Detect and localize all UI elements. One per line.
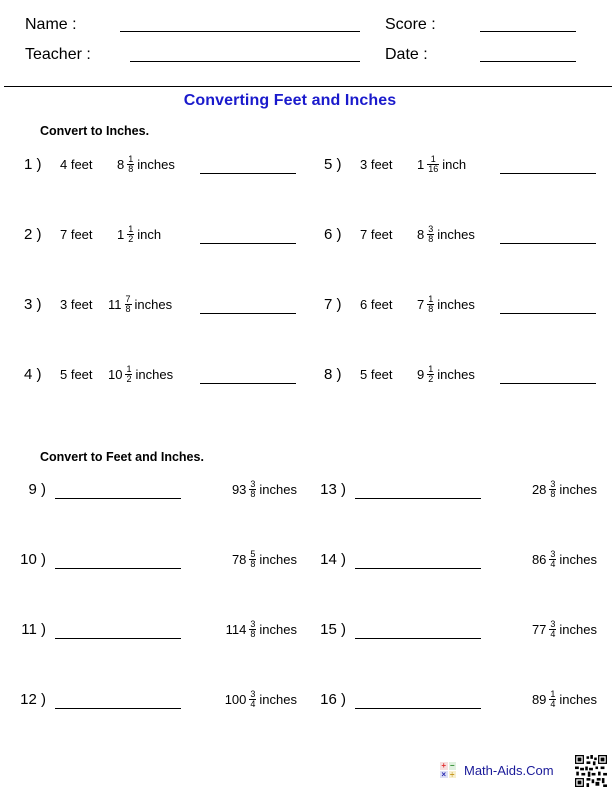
numerator: 3 bbox=[250, 688, 256, 699]
denominator: 8 bbox=[550, 488, 556, 499]
inches-value: 100 $\frac{3}{4}$ inches bbox=[224, 688, 297, 709]
problem-number: 14 ) bbox=[320, 550, 346, 568]
denominator: 8 bbox=[428, 303, 434, 314]
answer-line[interactable] bbox=[355, 498, 481, 499]
numerator: 1 bbox=[428, 293, 434, 304]
answer-line[interactable] bbox=[500, 383, 596, 384]
inches-value: 11 $\frac{7}{8}$ inches bbox=[108, 293, 173, 314]
inches-value: 89 $\frac{1}{4}$ inches bbox=[531, 688, 597, 709]
answer-line[interactable] bbox=[200, 173, 296, 174]
problem-number: 10 ) bbox=[20, 550, 46, 568]
numerator: 3 bbox=[428, 223, 434, 234]
feet-value: 3 feet bbox=[360, 156, 393, 172]
answer-line[interactable] bbox=[200, 383, 296, 384]
feet-value: 3 feet bbox=[60, 296, 93, 312]
denominator: 8 bbox=[125, 303, 131, 314]
feet-value: 7 feet bbox=[60, 226, 93, 242]
fraction bbox=[249, 480, 256, 499]
problem-number: 6 ) bbox=[324, 225, 342, 243]
denominator: 8 bbox=[428, 233, 434, 244]
numerator: 1 bbox=[126, 363, 132, 374]
problem-number: 1 ) bbox=[24, 155, 42, 173]
inches-value: 10 $\frac{1}{2}$ inches bbox=[108, 363, 174, 384]
denominator: 4 bbox=[550, 558, 556, 569]
numerator: 3 bbox=[550, 478, 556, 489]
problem-number: 8 ) bbox=[324, 365, 342, 383]
problem-number: 15 ) bbox=[320, 620, 346, 638]
answer-line[interactable] bbox=[55, 568, 181, 569]
answer-line[interactable] bbox=[355, 708, 481, 709]
answer-line[interactable] bbox=[200, 313, 296, 314]
problem-number: 2 ) bbox=[24, 225, 42, 243]
answer-line[interactable] bbox=[55, 638, 181, 639]
fraction bbox=[549, 480, 556, 499]
fraction bbox=[427, 155, 439, 174]
denominator: 8 bbox=[128, 163, 134, 174]
inches-value: 78 $\frac{5}{8}$ inches bbox=[231, 548, 297, 569]
inches-value: 114 $\frac{3}{8}$ inches bbox=[225, 618, 297, 639]
denominator: 2 bbox=[428, 373, 434, 384]
answer-line[interactable] bbox=[500, 313, 596, 314]
problem-number: 9 ) bbox=[28, 480, 46, 498]
numerator: 7 bbox=[125, 293, 131, 304]
inches-value: 86 $\frac{3}{4}$ inches bbox=[531, 548, 597, 569]
date-label: Date : bbox=[385, 46, 428, 63]
fraction bbox=[127, 225, 134, 244]
numerator: 3 bbox=[250, 618, 256, 629]
answer-line[interactable] bbox=[500, 173, 596, 174]
numerator: 3 bbox=[250, 478, 256, 489]
problem-number: 7 ) bbox=[324, 295, 342, 313]
fraction bbox=[249, 620, 256, 639]
numerator: 5 bbox=[250, 548, 256, 559]
answer-line[interactable] bbox=[55, 498, 181, 499]
denominator: 4 bbox=[250, 698, 256, 709]
feet-value: 4 feet bbox=[60, 156, 93, 172]
teacher-field-line[interactable] bbox=[130, 61, 360, 62]
minus-symbol: − bbox=[449, 761, 455, 770]
answer-line[interactable] bbox=[500, 243, 596, 244]
numerator: 1 bbox=[428, 363, 434, 374]
fraction bbox=[549, 550, 556, 569]
problem-number: 5 ) bbox=[324, 155, 342, 173]
problem-number: 12 ) bbox=[20, 690, 46, 708]
numerator: 3 bbox=[550, 618, 556, 629]
problem-number: 13 ) bbox=[320, 480, 346, 498]
answer-line[interactable] bbox=[55, 708, 181, 709]
feet-value: 7 feet bbox=[360, 226, 393, 242]
feet-value: 5 feet bbox=[360, 366, 393, 382]
inches-value: 8 $\frac{1}{8}$ inches bbox=[117, 153, 175, 174]
feet-value: 6 feet bbox=[360, 296, 393, 312]
numerator: 1 bbox=[550, 688, 556, 699]
fraction bbox=[249, 690, 256, 709]
problem-number: 3 ) bbox=[24, 295, 42, 313]
inches-value: 7 $\frac{1}{8}$ inches bbox=[417, 293, 475, 314]
inches-value: 28 $\frac{3}{8}$ inches bbox=[531, 478, 597, 499]
fraction bbox=[427, 225, 434, 244]
times-symbol: × bbox=[441, 769, 447, 779]
numerator: 1 bbox=[128, 153, 134, 164]
denominator: 16 bbox=[428, 163, 439, 174]
problem-number: 4 ) bbox=[24, 365, 42, 383]
section1-heading: Convert to Inches. bbox=[40, 124, 150, 138]
fraction bbox=[427, 295, 434, 314]
score-field-line[interactable] bbox=[480, 31, 576, 32]
answer-line[interactable] bbox=[200, 243, 296, 244]
name-label: Name : bbox=[25, 16, 77, 33]
section2-heading: Convert to Feet and Inches. bbox=[40, 450, 204, 464]
denominator: 8 bbox=[250, 558, 256, 569]
inches-value: 93 $\frac{3}{8}$ inches bbox=[231, 478, 297, 499]
numerator: 1 bbox=[430, 153, 436, 164]
numerator: 3 bbox=[550, 548, 556, 559]
inches-value: 1 $\frac{1}{16}$ inch bbox=[417, 153, 467, 174]
calculator-icon bbox=[440, 762, 456, 778]
inches-value: 9 $\frac{1}{2}$ inches bbox=[417, 363, 475, 384]
answer-line[interactable] bbox=[355, 638, 481, 639]
denominator: 4 bbox=[550, 698, 556, 709]
date-field-line[interactable] bbox=[480, 61, 576, 62]
fraction bbox=[427, 365, 434, 384]
fraction bbox=[549, 690, 556, 709]
qr-code-icon bbox=[575, 755, 607, 787]
denominator: 8 bbox=[250, 628, 256, 639]
answer-line[interactable] bbox=[355, 568, 481, 569]
name-field-line[interactable] bbox=[120, 31, 360, 32]
inches-value: 1 $\frac{1}{2}$ inch bbox=[117, 223, 162, 244]
denominator: 2 bbox=[126, 373, 132, 384]
score-label: Score : bbox=[385, 16, 436, 33]
fraction bbox=[127, 155, 134, 174]
denominator: 8 bbox=[250, 488, 256, 499]
plus-symbol: + bbox=[441, 761, 447, 770]
teacher-label: Teacher : bbox=[25, 46, 91, 63]
problem-number: 11 ) bbox=[21, 620, 46, 638]
fraction bbox=[125, 295, 132, 314]
worksheet-title: Converting Feet and Inches bbox=[183, 92, 397, 109]
inches-value: 8 $\frac{3}{8}$ inches bbox=[417, 223, 475, 244]
denominator: 2 bbox=[128, 233, 134, 244]
numerator: 1 bbox=[128, 223, 134, 234]
fraction bbox=[125, 365, 132, 384]
header-divider bbox=[4, 86, 612, 87]
denominator: 4 bbox=[550, 628, 556, 639]
fraction bbox=[249, 550, 256, 569]
feet-value: 5 feet bbox=[60, 366, 93, 382]
math-aids-logo[interactable] bbox=[440, 762, 554, 778]
brand-text[interactable]: Math-Aids.Com bbox=[464, 762, 554, 778]
problem-number: 16 ) bbox=[320, 690, 346, 708]
fraction bbox=[549, 620, 556, 639]
divide-symbol: ÷ bbox=[450, 769, 455, 779]
inches-value: 77 $\frac{3}{4}$ inches bbox=[531, 618, 597, 639]
